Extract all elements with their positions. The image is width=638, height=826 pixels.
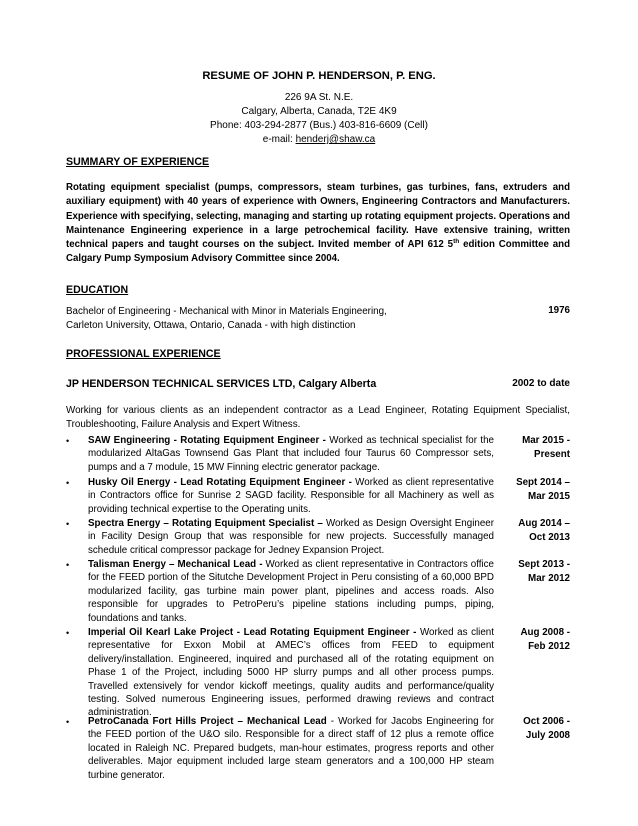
bullet-icon: • bbox=[66, 717, 70, 727]
summary-text-part-1: Rotating equipment specialist (pumps, compressors, steam turbines, gas turbines, fans, extruders and auxiliary equipment) with 40 years of experience with Owners, Engineering Contractors and Manufacturers. Experience with specifying, selecting, managing and starting up rotating equipment projects. Operations and Maintenance Engineering experience in a large petrochemical facility. Have extensive training, written technical papers and taught courses on the subject. Invited member of API 612 5 bbox=[66, 182, 570, 251]
job-details: Worked as client representative in Contractors office for the FEED portion of the Situtche Development Project in Peru consisting of a 60,000 BPD modularized facility, gas turbine main power plant, pipelines and access roads. Also responsible for upgrades to PetroPeru’s pipeline stations including pumps, piping, foundations and tanks. bbox=[88, 559, 494, 624]
job-date bbox=[498, 434, 570, 462]
job-date-start: Aug 2008 - bbox=[520, 627, 570, 638]
job-date-end: Mar 2012 bbox=[528, 573, 570, 584]
experience-heading: PROFESSIONAL EXPERIENCE bbox=[66, 348, 221, 360]
education-degree: Bachelor of Engineering - Mechanical with Minor in Materials Engineering, bbox=[66, 306, 387, 317]
job-date bbox=[498, 626, 570, 654]
summary-superscript: th bbox=[453, 237, 460, 245]
bullet-icon: • bbox=[66, 478, 70, 488]
resume-title: RESUME OF JOHN P. HENDERSON, P. ENG. bbox=[202, 70, 436, 82]
experience-intro: Working for various clients as an independent contractor as a Lead Engineer, Rotating Equipment Specialist, Troubleshooting, Failure Analysis and Expert Witness. bbox=[66, 405, 570, 431]
summary-text-part-2: edition Committee and Calgary Pump Symposium Advisory Committee since 2004. bbox=[66, 239, 570, 265]
job-date-start: Sept 2013 - bbox=[518, 559, 570, 570]
job-date bbox=[498, 476, 570, 504]
bullet-icon: • bbox=[66, 436, 70, 446]
job-date-start: Aug 2014 – bbox=[518, 518, 570, 529]
job-title: Husky Oil Energy - Lead Rotating Equipment Engineer - bbox=[88, 477, 352, 488]
job-title: Imperial Oil Kearl Lake Project - Lead Rotating Equipment Engineer - bbox=[88, 627, 417, 638]
job-details: Worked as client representative for Exxon Mobil at AMEC’s offices from FEED to equipment delivery/installation. Engineered, inquired and purchased all of the rotating equipment on Phase 1 of the Project, including 5000 HP slurry pumps and all other process pumps. Travelled extensively for vendor kickoff meetings, quality audits and performance/quality testing. Solved numerous Engineering issues, performed drawing reviews and contract administration. bbox=[88, 627, 494, 719]
company-name: JP HENDERSON TECHNICAL SERVICES LTD, Calgary Alberta bbox=[66, 378, 377, 390]
job-date-end: Present bbox=[534, 449, 570, 460]
education-university: Carleton University, Ottawa, Ontario, Canada - with high distinction bbox=[66, 320, 356, 332]
job-date-end: Mar 2015 bbox=[528, 491, 570, 502]
job-description bbox=[88, 434, 494, 474]
education-details bbox=[66, 305, 446, 334]
email-label: e-mail: bbox=[262, 134, 296, 145]
bullet-icon: • bbox=[66, 519, 70, 529]
job-details: Worked as technical specialist for the modularized AltaGas Townsend Gas Plant that included four Taurus 60 Compressor sets, pumps and a 7 module, 15 MW Finning electric generator package. bbox=[88, 435, 494, 473]
email-link[interactable]: henderj@shaw.ca bbox=[295, 134, 376, 145]
job-title: SAW Engineering - Rotating Equipment Engineer - bbox=[88, 435, 326, 446]
summary-text bbox=[66, 181, 570, 267]
email-line bbox=[0, 133, 638, 147]
job-details: Worked as Design Oversight Engineer in Facility Design Group that was responsible for new projects. Successfully managed schedule critical compressor package for Jedney Expansion Project. bbox=[88, 518, 494, 556]
job-date-start: Sept 2014 – bbox=[516, 477, 570, 488]
education-year: 1976 bbox=[548, 305, 570, 316]
summary-heading: SUMMARY OF EXPERIENCE bbox=[66, 156, 210, 168]
job-description bbox=[88, 626, 494, 720]
company-date: 2002 to date bbox=[512, 378, 570, 389]
education-heading: EDUCATION bbox=[66, 284, 129, 296]
job-description bbox=[88, 715, 494, 782]
address-line-2: Calgary, Alberta, Canada, T2E 4K9 bbox=[241, 106, 397, 117]
bullet-icon: • bbox=[66, 628, 70, 638]
address-line-1: 226 9A St. N.E. bbox=[284, 92, 354, 103]
job-date-end: July 2008 bbox=[525, 730, 570, 741]
job-details: Worked as client representative in Contractors office for Sunrise 2 SAGD facility. Responsible for all Machinery as well as providing technical expertise to the Operating units. bbox=[88, 477, 494, 515]
job-details: - Worked for Jacobs Engineering for the FEED portion of the U&O silo. Responsible for a direct staff of 12 plus a remote office located in Raleigh NC. Prepared budgets, man-hour estimates, progress reports and other deliverables. Major equipment included large steam generators and a 100,000 HP steam turbine generator. bbox=[88, 716, 494, 781]
job-description bbox=[88, 558, 494, 625]
job-title: PetroCanada Fort Hills Project – Mechanical Lead bbox=[88, 716, 327, 727]
job-date-start: Oct 2006 - bbox=[523, 716, 570, 727]
job-title: Spectra Energy – Rotating Equipment Specialist – bbox=[88, 518, 323, 529]
job-description bbox=[88, 517, 494, 557]
job-title: Talisman Energy – Mechanical Lead - bbox=[88, 559, 263, 570]
bullet-icon: • bbox=[66, 560, 70, 570]
job-date-start: Mar 2015 - bbox=[522, 435, 570, 446]
job-description bbox=[88, 476, 494, 516]
job-date-end: Oct 2013 bbox=[529, 532, 570, 543]
job-date bbox=[498, 517, 570, 545]
job-date bbox=[498, 558, 570, 586]
phone-line: Phone: 403-294-2877 (Bus.) 403-816-6609 (Cell) bbox=[210, 120, 428, 131]
job-date bbox=[498, 715, 570, 743]
job-date-end: Feb 2012 bbox=[528, 641, 570, 652]
